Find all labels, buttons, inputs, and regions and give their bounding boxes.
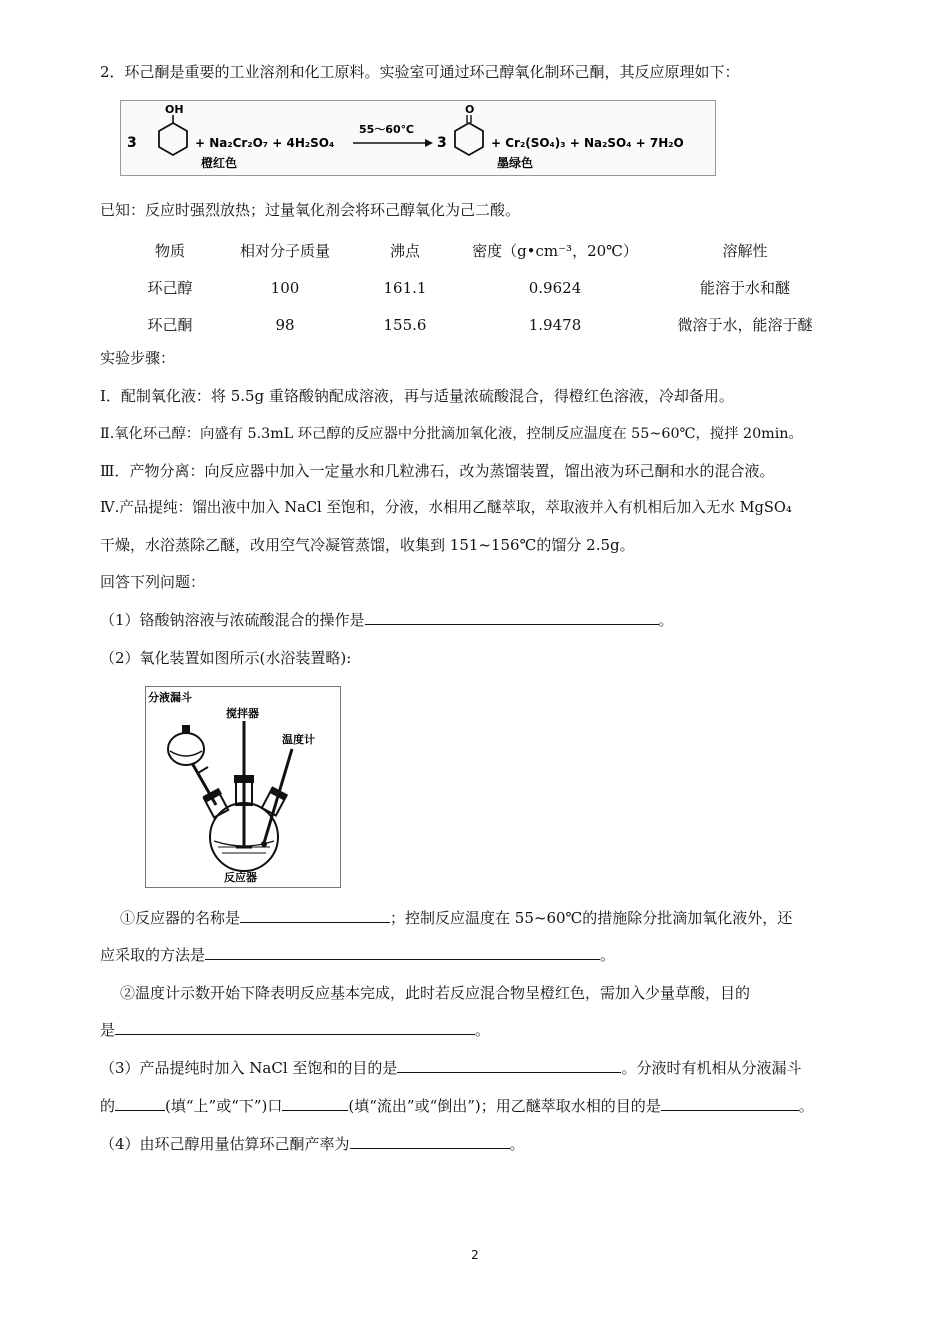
step-4-line-2: 干燥，水浴蒸除乙醚，改用空气冷凝管蒸馏，收集到 151~156℃的馏分 2.5g。 bbox=[100, 536, 635, 554]
table-cell: 1.9478 bbox=[528, 315, 582, 334]
table-cell: 环己醇 bbox=[147, 279, 193, 297]
table-cell: 155.6 bbox=[383, 315, 427, 334]
arrow-head bbox=[425, 139, 433, 147]
label-thermometer: 温度计 bbox=[282, 733, 315, 746]
q2-2-blank-purpose[interactable] bbox=[115, 1020, 475, 1035]
table-header-cell: 密度（g•cm⁻³，20℃） bbox=[472, 242, 638, 260]
q2-1-text-a: ①反应器的名称是 bbox=[120, 909, 241, 927]
q3-blank-mouth[interactable] bbox=[115, 1096, 165, 1111]
table-header-cell: 相对分子质量 bbox=[239, 242, 330, 260]
step-2: Ⅱ.氧化环己醇：向盛有 5.3mL 环己醇的反应器中分批滴加氧化液，控制反应温度在 55~60℃，搅拌 20min。 bbox=[100, 426, 803, 442]
q4-blank-yield[interactable] bbox=[350, 1134, 510, 1149]
q3-text-f: 。 bbox=[798, 1097, 814, 1115]
q3-blank-ether-purpose[interactable] bbox=[661, 1096, 799, 1111]
equation-figure bbox=[121, 101, 715, 175]
cyclohexanone-ring bbox=[455, 123, 483, 155]
question-2: （2）氧化装置如图所示(水浴装置略): bbox=[100, 649, 352, 667]
label-funnel: 分液漏斗 bbox=[148, 691, 192, 704]
table-header-cell: 物质 bbox=[154, 242, 185, 260]
q2-1-blank-reactor-name[interactable] bbox=[240, 908, 390, 923]
question-1 bbox=[100, 610, 674, 630]
step-1: Ⅰ．配制氧化液：将 5.5g 重铬酸钠配成溶液，再与适量浓硫酸混合，得橙红色溶液，冷却备用。 bbox=[100, 387, 734, 405]
q2-1-text-c: 应采取的方法是 bbox=[100, 946, 206, 964]
q2-1-text-d: 。 bbox=[600, 946, 616, 964]
q3-text-a: （3）产品提纯时加入 NaCl 至饱和的目的是 bbox=[100, 1059, 398, 1077]
q2-1-text-b: ；控制反应温度在 55~60℃的措施除分批滴加氧化液外，还 bbox=[390, 909, 793, 927]
table-row bbox=[120, 269, 840, 306]
question-2-2-line-2 bbox=[100, 1020, 490, 1040]
reaction-equation bbox=[120, 100, 716, 176]
funnel-stopper bbox=[182, 725, 190, 733]
table-cell: 161.1 bbox=[383, 278, 427, 297]
q3-text-c: 的 bbox=[100, 1097, 116, 1115]
reactant-text: + Na₂Cr₂O₇ + 4H₂SO₄ bbox=[195, 136, 335, 150]
funnel-liquid bbox=[170, 751, 202, 756]
table-cell: 100 bbox=[270, 278, 300, 297]
thermometer-bulb bbox=[261, 841, 267, 847]
table-cell: 能溶于水和醚 bbox=[699, 279, 790, 297]
property-table bbox=[120, 232, 840, 343]
table-row bbox=[120, 306, 840, 343]
apparatus-drawing bbox=[146, 687, 340, 887]
q2-2-text-c: 。 bbox=[475, 1021, 491, 1039]
question-3-line-1 bbox=[100, 1058, 801, 1078]
question-2-1-line-1 bbox=[120, 908, 792, 928]
cyclohexanol-ring bbox=[159, 123, 187, 155]
step-4-line-1: Ⅳ.产品提纯：馏出液中加入 NaCl 至饱和，分液，水相用乙醚萃取，萃取液并入有机相后加入无水 MgSO₄ bbox=[100, 499, 792, 516]
funnel-stopcock bbox=[198, 767, 208, 773]
question-2-2-line-1: ②温度计示数开始下降表明反应基本完成，此时若反应混合物呈橙红色，需加入少量草酸，目的 bbox=[120, 984, 751, 1002]
reactant-color-label: 橙红色 bbox=[201, 156, 238, 170]
q2-2-text-b: 是 bbox=[100, 1021, 116, 1039]
product-color-label: 墨绿色 bbox=[497, 156, 534, 170]
oh-label: OH bbox=[165, 103, 184, 116]
table-cell: 环己酮 bbox=[147, 316, 193, 334]
question-4 bbox=[100, 1134, 525, 1154]
table-cell: 0.9624 bbox=[528, 278, 582, 297]
known-info: 已知：反应时强烈放热；过量氧化剂会将环己醇氧化为己二酸。 bbox=[100, 201, 521, 219]
q1-text: （1）铬酸钠溶液与浓硫酸混合的操作是 bbox=[100, 611, 365, 629]
q3-text-b: 。分液时有机相从分液漏斗 bbox=[621, 1059, 802, 1077]
step-3: Ⅲ．产物分离：向反应器中加入一定量水和几粒沸石，改为蒸馏装置，馏出液为环己酮和水的混合液。 bbox=[100, 462, 775, 480]
apparatus-figure bbox=[145, 686, 341, 888]
steps-title: 实验步骤： bbox=[100, 349, 176, 367]
question-intro: 2．环己酮是重要的工业溶剂和化工原料。实验室可通过环己醇氧化制环己酮，其反应原理如下： bbox=[100, 63, 740, 81]
q3-text-d: (填“上”或“下”)口 bbox=[165, 1097, 283, 1115]
funnel-bulb bbox=[168, 733, 204, 765]
table-cell: 98 bbox=[275, 315, 295, 334]
coef-left: 3 bbox=[127, 135, 137, 151]
q1-end: 。 bbox=[658, 611, 674, 629]
o-label: O bbox=[465, 103, 475, 116]
table-header-cell: 沸点 bbox=[389, 242, 420, 260]
table-header-cell: 溶解性 bbox=[722, 242, 768, 260]
q4-text-b: 。 bbox=[509, 1135, 525, 1153]
q2-1-blank-method[interactable] bbox=[205, 945, 600, 960]
table-cell: 微溶于水，能溶于醚 bbox=[677, 316, 813, 334]
reaction-condition: 55～60℃ bbox=[359, 123, 414, 136]
label-reactor: 反应器 bbox=[224, 871, 257, 884]
label-stirrer: 搅拌器 bbox=[226, 707, 259, 720]
q3-blank-flow[interactable] bbox=[282, 1096, 348, 1111]
table-header-row bbox=[120, 232, 840, 269]
question-3-line-2 bbox=[100, 1096, 814, 1116]
product-text: + Cr₂(SO₄)₃ + Na₂SO₄ + 7H₂O bbox=[491, 136, 684, 150]
coef-right: 3 bbox=[437, 135, 447, 151]
q3-blank-nacl-purpose[interactable] bbox=[397, 1058, 621, 1073]
answer-prompt: 回答下列问题： bbox=[100, 573, 206, 591]
page-number: 2 bbox=[471, 1248, 479, 1262]
q3-text-e: (填“流出”或“倒出”)；用乙醚萃取水相的目的是 bbox=[348, 1097, 661, 1115]
question-2-1-line-2 bbox=[100, 945, 615, 965]
q4-text-a: （4）由环己醇用量估算环己酮产率为 bbox=[100, 1135, 350, 1153]
q1-answer-blank[interactable] bbox=[365, 610, 659, 625]
